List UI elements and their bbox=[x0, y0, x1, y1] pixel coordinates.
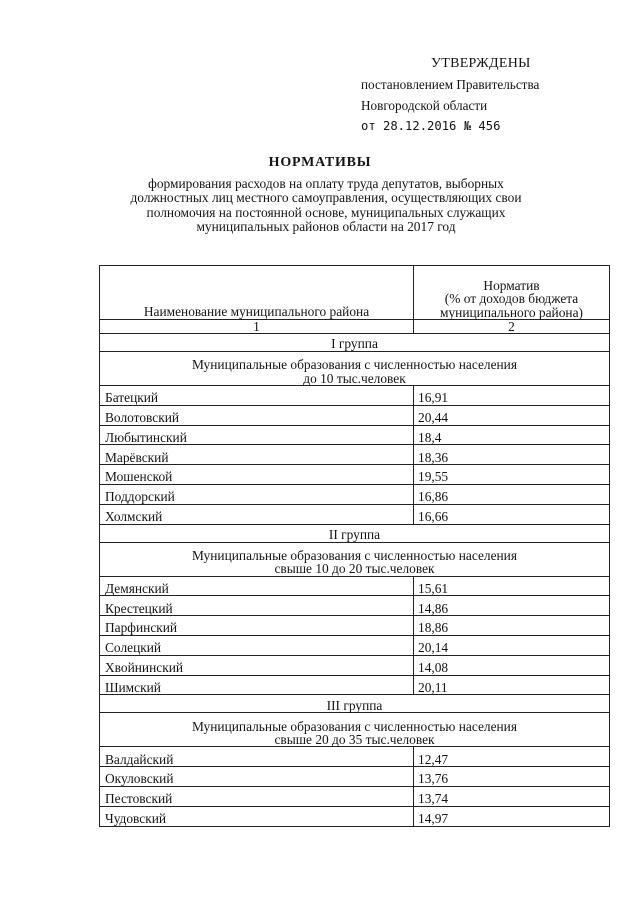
approval-line-2: Новгородской области bbox=[361, 98, 488, 113]
table-row bbox=[100, 675, 610, 695]
table-row bbox=[100, 405, 610, 425]
group-population-line-2: свыше 10 до 20 тыс.человек bbox=[274, 561, 435, 577]
table-row bbox=[100, 596, 610, 616]
table-row bbox=[100, 425, 610, 445]
group-population-row bbox=[100, 713, 610, 747]
group-population-line-1: Муниципальные образования с численностью населения bbox=[191, 547, 518, 563]
column-number-row bbox=[100, 320, 610, 334]
group-population-description bbox=[100, 713, 610, 747]
norm-value: 18,86 bbox=[414, 616, 610, 636]
district-name: Любытинский bbox=[100, 425, 414, 445]
group-population-row bbox=[100, 352, 610, 386]
district-name: Окуловский bbox=[100, 767, 414, 787]
district-name: Марёвский bbox=[100, 445, 414, 465]
approval-line-1: постановлением Правительства bbox=[361, 77, 540, 92]
district-name: Шимский bbox=[100, 675, 414, 695]
norm-value: 18,36 bbox=[414, 445, 610, 465]
district-name: Солецкий bbox=[100, 635, 414, 655]
group-name: II группа bbox=[100, 524, 610, 542]
approval-title: УТВЕРЖДЕНЫ bbox=[431, 56, 531, 71]
group-population-description bbox=[100, 352, 610, 386]
table-row bbox=[100, 635, 610, 655]
norms-table bbox=[99, 265, 610, 827]
header-norm-line-1: Норматив bbox=[483, 277, 540, 293]
norm-value: 14,86 bbox=[414, 596, 610, 616]
norm-value: 14,08 bbox=[414, 655, 610, 675]
norm-value: 16,66 bbox=[414, 504, 610, 524]
group-population-line-1: Муниципальные образования с численностью населения bbox=[191, 718, 518, 734]
norm-value: 20,11 bbox=[414, 675, 610, 695]
table-row bbox=[100, 465, 610, 485]
table-row bbox=[100, 576, 610, 596]
group-heading-row bbox=[100, 695, 610, 713]
column-number-2: 2 bbox=[414, 320, 610, 334]
table-row bbox=[100, 386, 610, 406]
district-name: Валдайский bbox=[100, 747, 414, 767]
header-district-name: Наименование муниципального района bbox=[100, 266, 414, 320]
norm-value: 20,14 bbox=[414, 635, 610, 655]
district-name: Пестовский bbox=[100, 786, 414, 806]
table-row bbox=[100, 767, 610, 787]
district-name: Поддорский bbox=[100, 484, 414, 504]
district-name: Чудовский bbox=[100, 806, 414, 826]
group-population-description bbox=[100, 542, 610, 576]
document-title: НОРМАТИВЫ bbox=[268, 155, 372, 170]
table-row bbox=[100, 806, 610, 826]
group-name: III группа bbox=[100, 695, 610, 713]
norm-value: 13,76 bbox=[414, 767, 610, 787]
norm-value: 13,74 bbox=[414, 786, 610, 806]
norms-table-body bbox=[100, 266, 610, 827]
column-number-1: 1 bbox=[100, 320, 414, 334]
group-population-line-2: до 10 тыс.человек bbox=[303, 370, 406, 386]
norm-value: 19,55 bbox=[414, 465, 610, 485]
header-norm-line-2: (% от доходов бюджета bbox=[444, 291, 579, 307]
table-row bbox=[100, 747, 610, 767]
district-name: Парфинский bbox=[100, 616, 414, 636]
district-name: Мошенской bbox=[100, 465, 414, 485]
approval-block bbox=[361, 53, 621, 137]
norm-value: 14,97 bbox=[414, 806, 610, 826]
district-name: Хвойнинский bbox=[100, 655, 414, 675]
norm-value: 12,47 bbox=[414, 747, 610, 767]
table-row bbox=[100, 484, 610, 504]
district-name: Крестецкий bbox=[100, 596, 414, 616]
norm-value: 18,4 bbox=[414, 425, 610, 445]
district-name: Демянский bbox=[100, 576, 414, 596]
norm-value: 15,61 bbox=[414, 576, 610, 596]
group-heading-row bbox=[100, 524, 610, 542]
group-population-row bbox=[100, 542, 610, 576]
group-heading-row bbox=[100, 334, 610, 352]
norms-table-container bbox=[99, 265, 609, 827]
norm-value: 16,86 bbox=[414, 484, 610, 504]
table-header-row bbox=[100, 266, 610, 320]
group-name: I группа bbox=[100, 334, 610, 352]
header-norm-line-3: муниципального района) bbox=[440, 304, 583, 320]
approval-date: от 28.12.2016 № 456 bbox=[361, 119, 501, 133]
document-subtitle: формирования расходов на оплату труда депутатов, выборных должностных лиц местного самоуправления, осуществляющих свои полномочия на постоянной основе, муниципальных служащих муниципальных районов области на 2017 год bbox=[130, 176, 522, 234]
district-name: Холмский bbox=[100, 504, 414, 524]
table-row bbox=[100, 504, 610, 524]
norm-value: 20,44 bbox=[414, 405, 610, 425]
district-name: Волотовский bbox=[100, 405, 414, 425]
table-row bbox=[100, 655, 610, 675]
norm-value: 16,91 bbox=[414, 386, 610, 406]
table-row bbox=[100, 786, 610, 806]
district-name: Батецкий bbox=[100, 386, 414, 406]
header-norm bbox=[414, 266, 610, 320]
group-population-line-1: Муниципальные образования с численностью населения bbox=[191, 357, 518, 373]
table-row bbox=[100, 616, 610, 636]
table-row bbox=[100, 445, 610, 465]
group-population-line-2: свыше 20 до 35 тыс.человек bbox=[274, 731, 435, 747]
